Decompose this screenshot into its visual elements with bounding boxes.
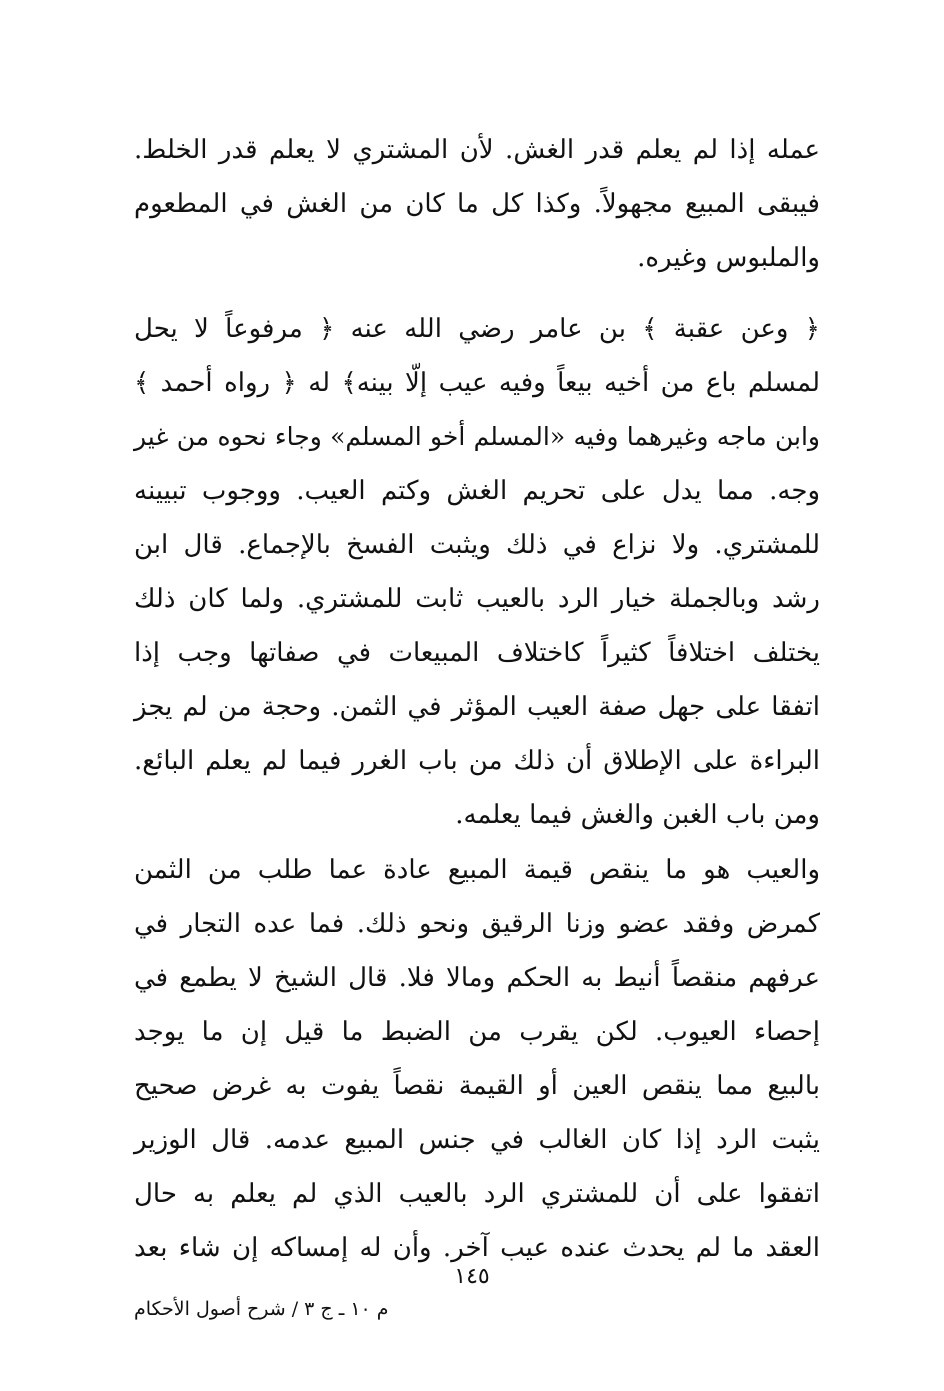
text-line: العقد ما لم يحدث عنده عيب آخر. وأن له إمساكه إن شاء بعد: [134, 1233, 820, 1263]
text-line: عمله إذا لم يعلم قدر الغش. لأن المشتري لا يعلم قدر الخلط.: [134, 135, 820, 165]
text-line: رشد وبالجملة خيار الرد بالعيب ثابت للمشتري. ولما كان ذلك: [134, 584, 820, 614]
text-line: لمسلم باع من أخيه بيعاً وفيه عيب إلّا بينه﴾ له ﴿ رواه أحمد ﴾: [134, 368, 820, 398]
text-line: ومن باب الغبن والغش فيما يعلمه.: [455, 800, 820, 830]
text-line: للمشتري. ولا نزاع في ذلك ويثبت الفسخ بالإجماع. قال ابن: [134, 530, 820, 560]
text-line: وجه. مما يدل على تحريم الغش وكتم العيب. ووجوب تبيينه: [134, 476, 820, 506]
text-line: عرفهم منقصاً أنيط به الحكم ومالا فلا. قال الشيخ لا يطمع في: [134, 963, 820, 993]
text-line: كمرض وفقد عضو وزنا الرقيق ونحو ذلك. فما عده التجار في: [134, 909, 820, 939]
text-line: البراءة على الإطلاق أن ذلك من باب الغرر فيما لم يعلم البائع.: [134, 746, 820, 776]
paragraph-2: [134, 302, 820, 842]
paragraph-1: [134, 123, 820, 285]
text-line: وابن ماجه وغيرهما وفيه «المسلم أخو المسلم» وجاء نحوه من غير: [134, 422, 820, 451]
text-line: اتفقا على جهل صفة العيب المؤثر في الثمن. وحجة من لم يجز: [134, 692, 820, 722]
page-number: ١٤٥: [454, 1264, 490, 1289]
text-line: إحصاء العيوب. لكن يقرب من الضبط ما قيل إن ما يوجد: [134, 1017, 820, 1047]
text-line: يختلف اختلافاً كثيراً كاختلاف المبيعات في صفاتها وجب إذا: [134, 638, 820, 668]
paragraph-3: [134, 843, 820, 1275]
text-line: والملبوس وغيره.: [637, 243, 820, 273]
text-line: ﴿ وعن عقبة ﴾ بن عامر رضي الله عنه ﴿ مرفوعاً لا يحل: [134, 314, 820, 344]
text-line: يثبت الرد إذا كان الغالب في جنس المبيع عدمه. قال الوزير: [134, 1125, 820, 1155]
printer-signature: م ١٠ ـ ج ٣ / شرح أصول الأحكام: [134, 1298, 389, 1320]
text-line: اتفقوا على أن للمشتري الرد بالعيب الذي لم يعلم به حال: [134, 1179, 820, 1209]
text-line: بالبيع مما ينقص العين أو القيمة نقصاً يفوت به غرض صحيح: [134, 1071, 820, 1101]
text-line: فيبقى المبيع مجهولاً. وكذا كل ما كان من الغش في المطعوم: [134, 189, 820, 219]
text-line: والعيب هو ما ينقص قيمة المبيع عادة عما طلب من الثمن: [134, 855, 820, 885]
